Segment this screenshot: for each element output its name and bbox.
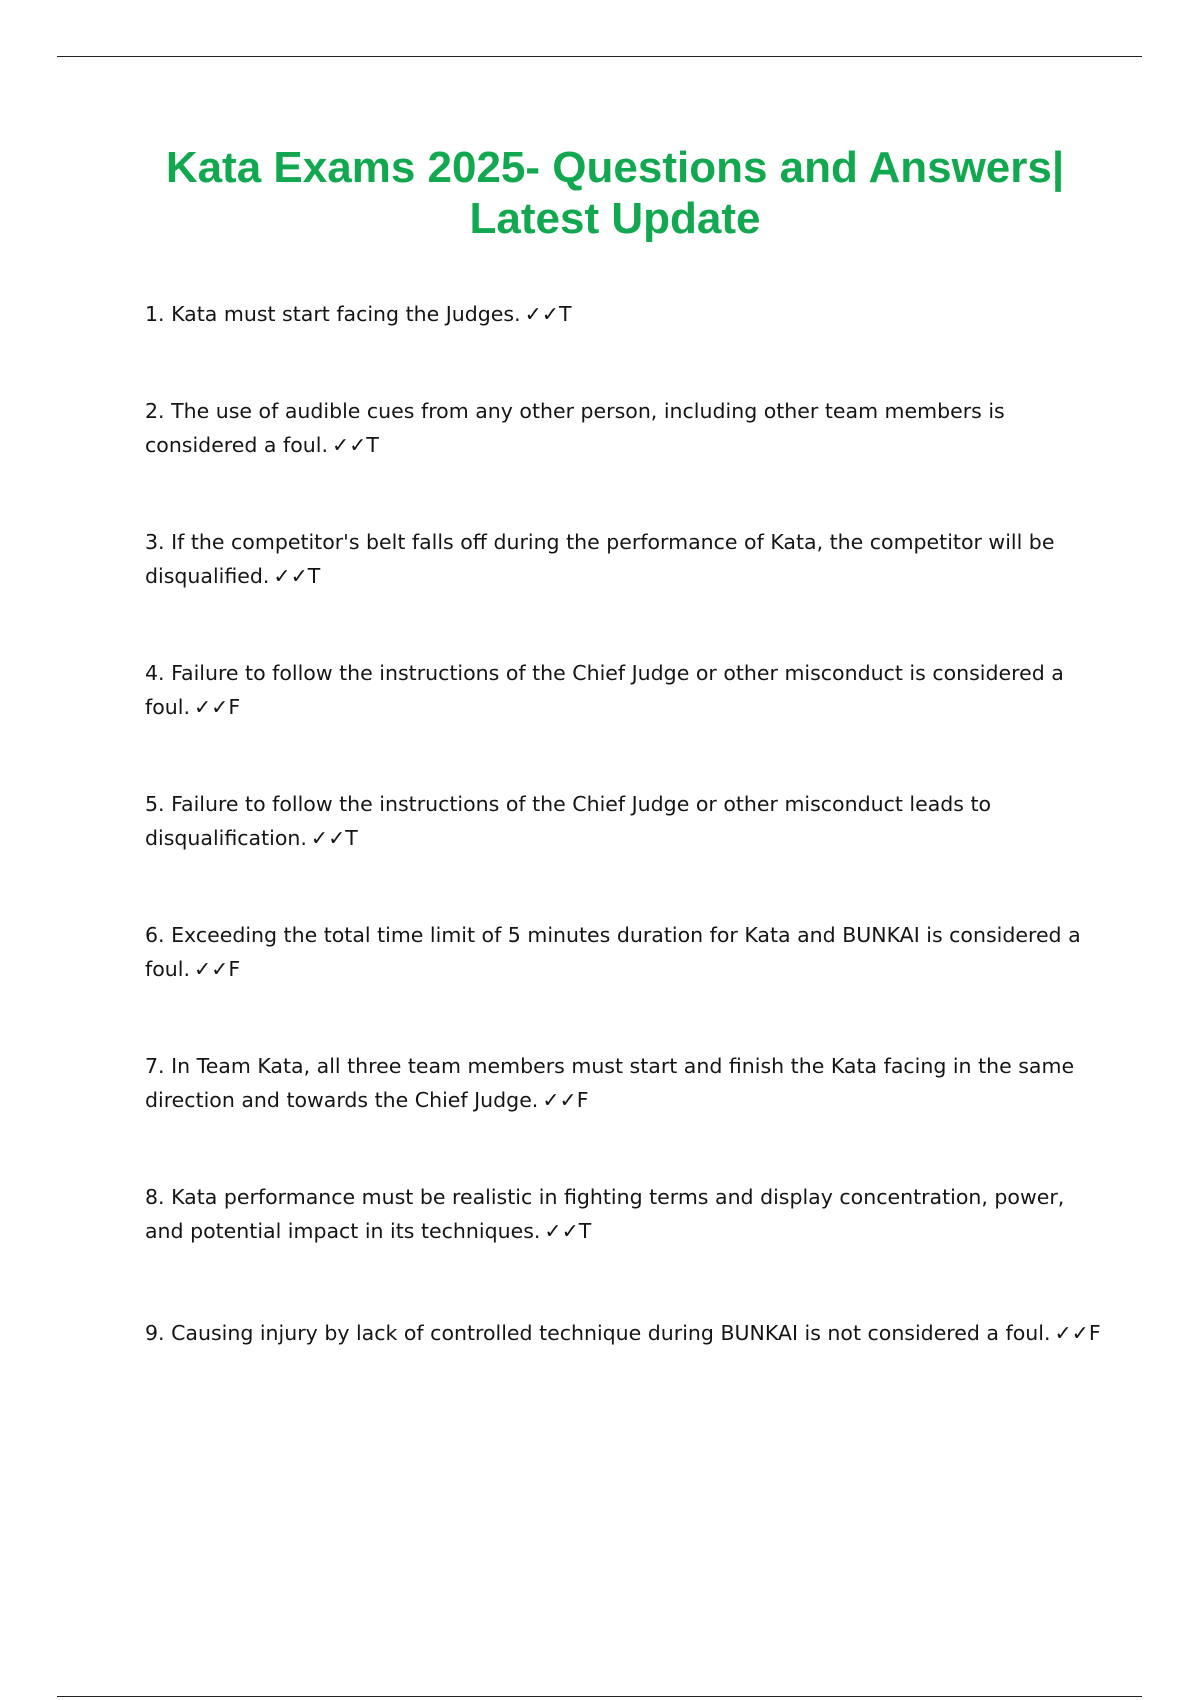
double-check-icon: ✓✓	[524, 302, 559, 326]
question-number: 5.	[145, 792, 165, 816]
question-item-4	[145, 656, 1105, 724]
double-check-icon: ✓✓	[310, 826, 346, 850]
answer-value: F	[1088, 1321, 1101, 1345]
double-check-icon: ✓✓	[193, 695, 229, 719]
question-number: 7.	[145, 1054, 165, 1078]
document-title: Kata Exams 2025- Questions and Answers| Latest Update	[165, 143, 1065, 243]
question-number: 1.	[145, 302, 165, 326]
question-text: Kata must start facing the Judges.	[171, 302, 521, 326]
question-item-6	[145, 918, 1105, 986]
answer-value: F	[576, 1088, 589, 1112]
question-text: If the competitor's belt falls off during the performance of Kata, the competitor will be disqualified.	[145, 530, 1055, 588]
question-text: Failure to follow the instructions of the Chief Judge or other misconduct is considered a foul.	[145, 661, 1064, 719]
question-text: Causing injury by lack of controlled technique during BUNKAI is not considered a foul.	[171, 1321, 1051, 1345]
footer-divider	[57, 1696, 1142, 1697]
question-item-8	[145, 1180, 1105, 1248]
question-item-2	[145, 394, 1105, 462]
question-item-7	[145, 1049, 1105, 1117]
question-number: 9.	[145, 1321, 165, 1345]
double-check-icon: ✓✓	[1054, 1321, 1089, 1345]
double-check-icon: ✓✓	[331, 433, 367, 457]
answer-value: T	[345, 826, 358, 850]
answer-value: F	[228, 957, 241, 981]
answer-value: T	[578, 1219, 592, 1243]
answer-value: F	[228, 695, 241, 719]
double-check-icon: ✓✓	[273, 564, 308, 588]
question-number: 8.	[145, 1185, 165, 1209]
answer-value: T	[366, 433, 379, 457]
double-check-icon: ✓✓	[544, 1219, 579, 1243]
question-item-1	[145, 297, 1105, 331]
question-item-5	[145, 787, 1105, 855]
question-text: The use of audible cues from any other person, including other team members is considered a foul.	[145, 399, 1005, 457]
question-text: Kata performance must be realistic in fighting terms and display concentration, power, and potential impact in its techniques.	[145, 1185, 1065, 1243]
question-item-9	[145, 1316, 1105, 1350]
question-number: 4.	[145, 661, 165, 685]
question-item-3	[145, 525, 1105, 593]
double-check-icon: ✓✓	[542, 1088, 577, 1112]
answer-value: T	[307, 564, 321, 588]
question-number: 3.	[145, 530, 165, 554]
question-text: In Team Kata, all three team members must start and finish the Kata facing in the same direction and towards the Chief Judge.	[145, 1054, 1075, 1112]
question-text: Failure to follow the instructions of the Chief Judge or other misconduct leads to disqualification.	[145, 792, 992, 850]
question-number: 6.	[145, 923, 165, 947]
answer-value: T	[558, 302, 572, 326]
question-number: 2.	[145, 399, 165, 423]
double-check-icon: ✓✓	[193, 957, 229, 981]
header-divider	[57, 56, 1142, 57]
question-text: Exceeding the total time limit of 5 minutes duration for Kata and BUNKAI is considered a foul.	[145, 923, 1081, 981]
